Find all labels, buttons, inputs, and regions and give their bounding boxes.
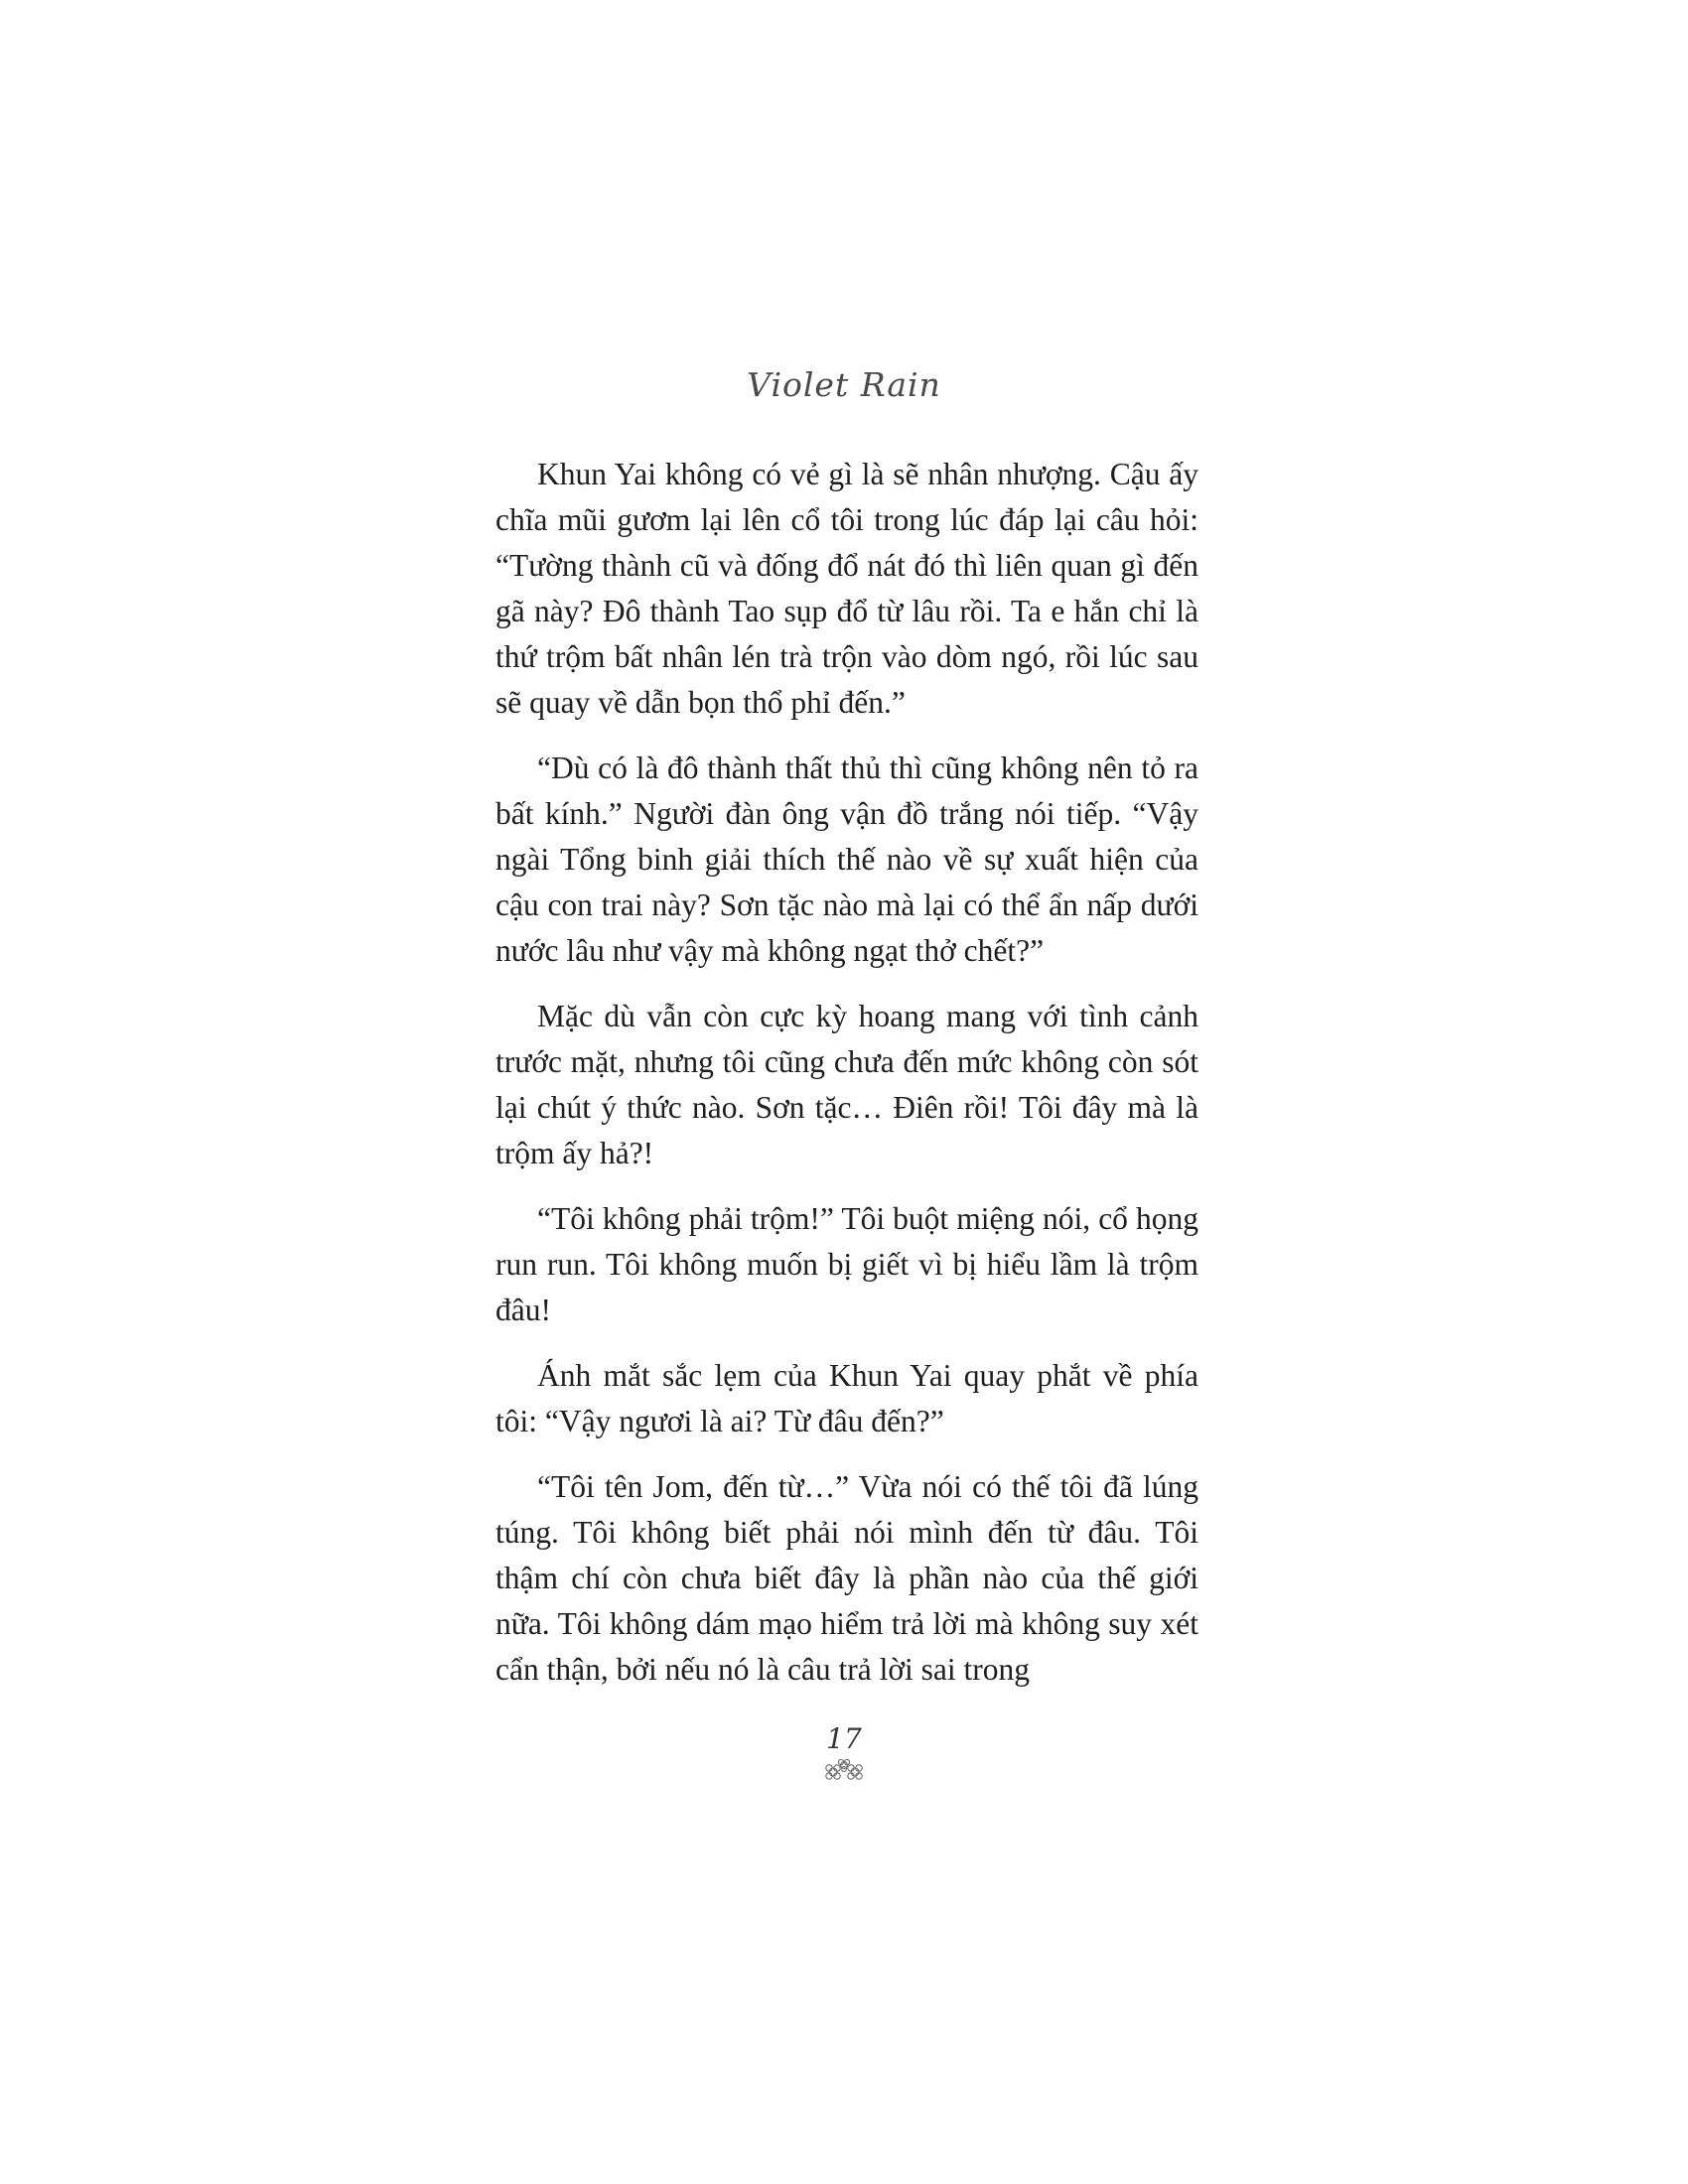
paragraph: “Dù có là đô thành thất thủ thì cũng không nên tỏ ra bất kính.” Người đàn ông vận đồ trắng nói tiếp. “Vậy ngài Tổng binh giải thích thế nào về sự xuất hiện của cậu con trai này? Sơn tặc nào mà lại có thể ẩn nấp dưới nước lâu như vậy mà không ngạt thở chết?”	[495, 751, 1198, 968]
paragraph: “Tôi không phải trộm!” Tôi buột miệng nói, cổ họng run run. Tôi không muốn bị giết vì bị hiểu lầm là trộm đâu!	[495, 1201, 1198, 1327]
paragraph: “Tôi tên Jom, đến từ…” Vừa nói có thế tôi đã lúng túng. Tôi không biết phải nói mình đến từ đâu. Tôi thậm chí còn chưa biết đây là phần nào của thế giới nữa. Tôi không dám mạo hiểm trả lời mà không suy xét cẩn thận, bởi nếu nó là câu trả lời sai trong	[495, 1469, 1198, 1687]
body-text	[495, 452, 1198, 1693]
page-number: 17	[826, 1722, 862, 1755]
page-footer	[0, 1723, 1688, 1783]
running-header-title: Violet Rain	[747, 365, 941, 404]
paragraph: Mặc dù vẫn còn cực kỳ hoang mang với tình cảnh trước mặt, nhưng tôi cũng chưa đến mức không còn sót lại chút ý thức nào. Sơn tặc… Điên rồi! Tôi đây mà là trộm ấy hả?!	[495, 999, 1198, 1170]
flower-ornament-icon	[821, 1757, 867, 1783]
paragraph: Khun Yai không có vẻ gì là sẽ nhân nhượng. Cậu ấy chĩa mũi gươm lại lên cổ tôi trong lúc đáp lại câu hỏi: “Tường thành cũ và đống đổ nát đó thì liên quan gì đến gã này? Đô thành Tao sụp đổ từ lâu rồi. Ta e hắn chỉ là thứ trộm bất nhân lén trà trộn vào dòm ngó, rồi lúc sau sẽ quay về dẫn bọn thổ phỉ đến.”	[495, 457, 1198, 720]
paragraph: Ánh mắt sắc lẹm của Khun Yai quay phắt về phía tôi: “Vậy ngươi là ai? Từ đâu đến?”	[495, 1358, 1198, 1438]
